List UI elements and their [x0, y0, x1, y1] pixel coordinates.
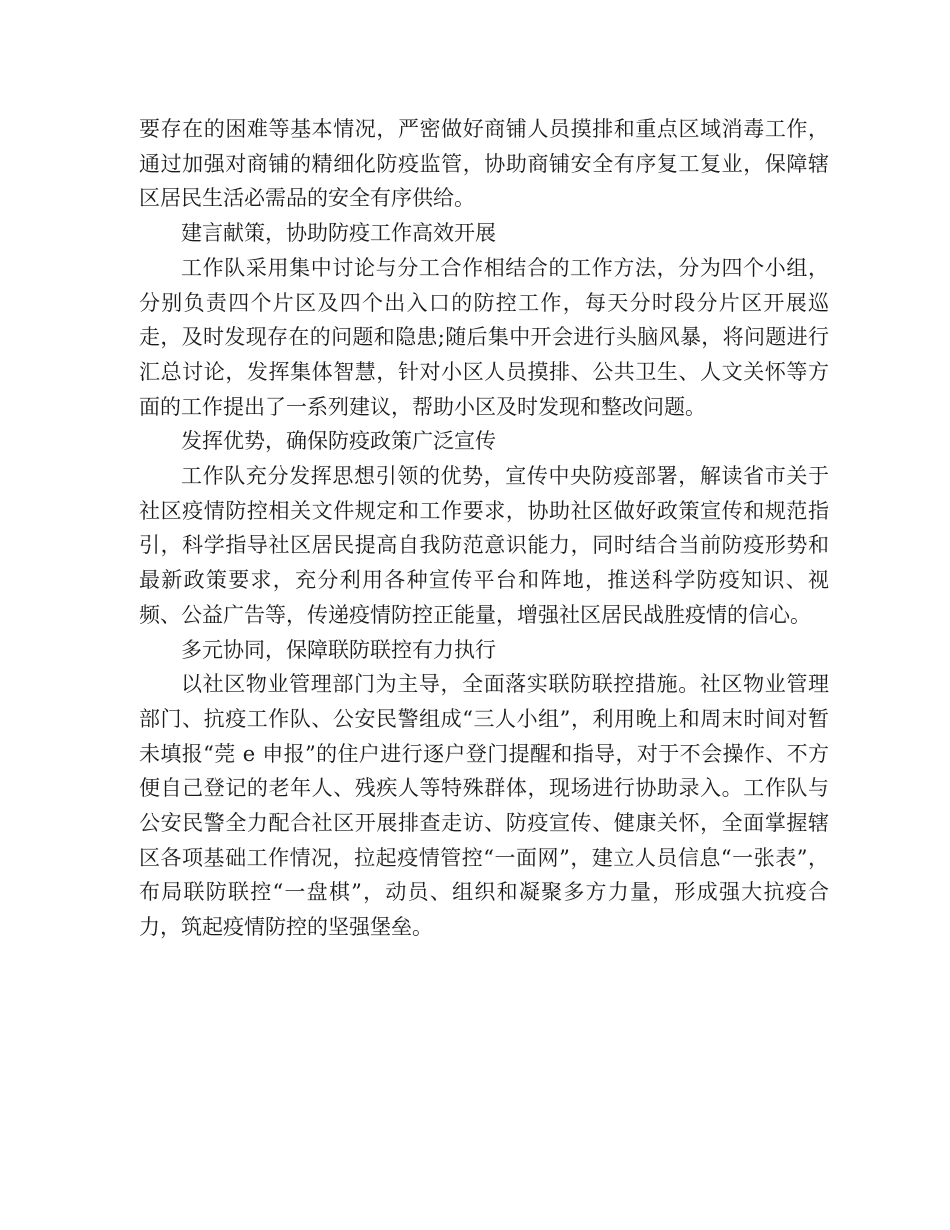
- section-heading-coordination: 多元协同，保障联防联控有力执行: [181, 637, 496, 662]
- section-heading-publicity: 发挥优势，确保防疫政策广泛宣传: [181, 429, 496, 454]
- paragraph-coordination: 以社区物业管理部门为主导，全面落实联防联控措施。社区物业管理部门、抗疫工作队、公安民警组成“三人小组”，利用晚上和周末时间对暂未填报“莞 e 申报”的住户进行逐户登门提醒和指导，对于不会操作、不方便自己登记的老年人、残疾人等特殊群体，现场进行协助录入。工作队与公安民警全力配合社区开展排查走访、防疫宣传、健康关怀，全面掌握辖区各项基础工作情况，拉起疫情管控“一面网”，建立人员信息“一张表”，布局联防联控“一盘棋”，动员、组织和凝聚多方力量，形成强大抗疫合力，筑起疫情防控的坚强堡垒。: [139, 672, 829, 940]
- paragraph-continued: 要存在的困难等基本情况，严密做好商铺人员摸排和重点区域消毒工作，通过加强对商铺的精细化防疫监管，协助商铺安全有序复工复业，保障辖区居民生活必需品的安全有序供给。: [139, 117, 829, 211]
- paragraph-publicity: 工作队充分发挥思想引领的优势，宣传中央防疫部署，解读省市关于社区疫情防控相关文件规定和工作要求，协助社区做好政策宣传和规范指引，科学指导社区居民提高自我防范意识能力，同时结合当前防疫形势和最新政策要求，充分利用各种宣传平台和阵地，推送科学防疫知识、视频、公益广告等，传递疫情防控正能量，增强社区居民战胜疫情的信心。: [139, 464, 829, 627]
- document-body: [139, 112, 829, 945]
- section-heading-suggestions: 建言献策，协助防疫工作高效开展: [181, 221, 496, 246]
- paragraph-suggestions: 工作队采用集中讨论与分工合作相结合的工作方法，分为四个小组，分别负责四个片区及四个出入口的防控工作，每天分时段分片区开展巡走，及时发现存在的问题和隐患;随后集中开会进行头脑风暴，将问题进行汇总讨论，发挥集体智慧，针对小区人员摸排、公共卫生、人文关怀等方面的工作提出了一系列建议，帮助小区及时发现和整改问题。: [139, 255, 829, 419]
